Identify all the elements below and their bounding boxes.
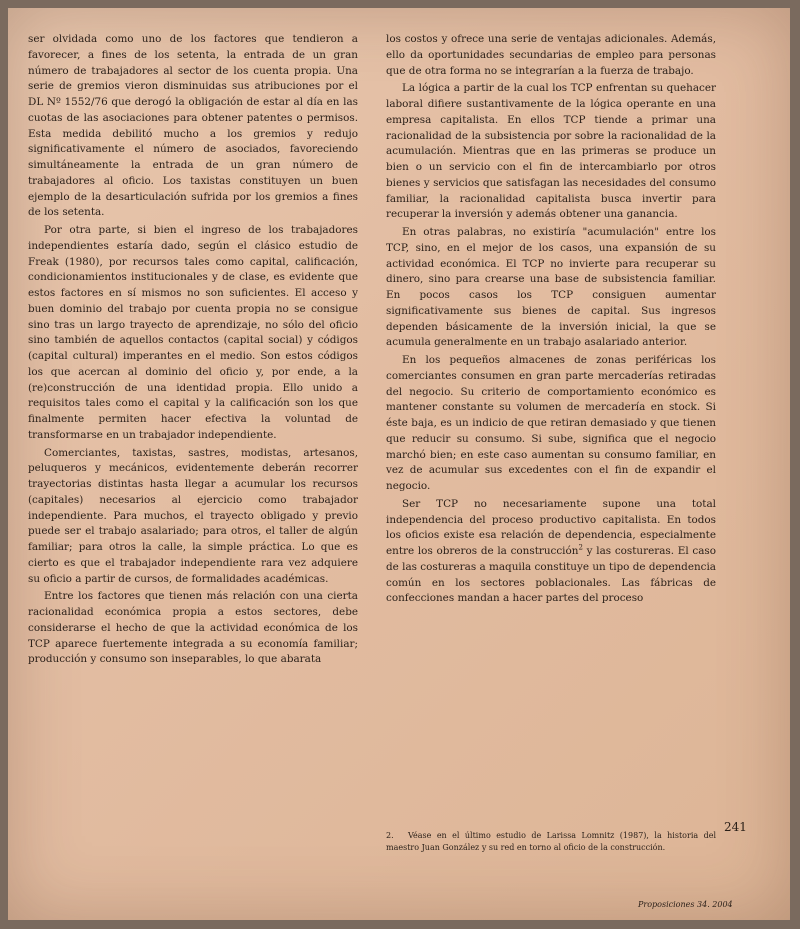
right-paragraph-1: los costos y ofrece una serie de ventajas adicionales. Además, ello da oportunidades secundarias de empleo para personas que de otra forma no se integrarían a la fuerza de trabajo.: [386, 33, 716, 77]
footnote-reference: 2: [578, 543, 583, 552]
right-paragraph-5: [386, 497, 716, 607]
footnote: [386, 830, 716, 854]
right-paragraph-2: La lógica a partir de la cual los TCP enfrentan su quehacer laboral difiere sustantivamente de la lógica operante en una empresa capitalista. En ellos TCP tiende a primar una racionalidad de la subsistencia por sobre la racionalidad de la acumulación. Mientras que en las primeras se produce un bien o un servicio con el fin de intercambiarlo por otros bienes y servicios que satisfagan las necesidades del consumo familiar, la racionalidad capitalista busca invertir para recuperar la inversión y además obtener una ganancia.: [386, 82, 716, 221]
left-column: [28, 32, 358, 668]
book-page: [8, 8, 790, 920]
left-paragraph-4: Entre los factores que tienen más relación con una cierta racionalidad económica propia a estos sectores, debe considerarse el hecho de que la actividad económica de los TCP aparece fuertemente integrada a su economía familiar; producción y consumo son inseparables, lo que abarata: [28, 590, 358, 666]
right-paragraph-3: En otras palabras, no existiría "acumulación" entre los TCP, sino, en el mejor de los casos, una expansión de su actividad económica. El TCP no invierte para recuperar su dinero, sino para crearse una base de subsistencia familiar. En pocos casos los TCP consiguen aumentar significativamente sus bienes de capital. Sus ingresos dependen básicamente de la inversión inicial, la que se acumula generalmente en un trabajo asalariado anterior.: [386, 226, 716, 349]
paragraph-5-text-end: y las costureras. El caso de las costureras a maquila constituye un tipo de dependencia común en los sectores poblacionales. Las fábricas de confecciones mandan a hacer partes del proceso: [386, 545, 716, 605]
right-paragraph-4: En los pequeños almacenes de zonas periféricas los comerciantes consumen en gran parte mercaderías retiradas del negocio. Su criterio de comportamiento económico es mantener constante su volumen de mercadería en stock. Si éste baja, es un indicio de que retiran demasiado y que tienen que reducir su consumo. Si sube, significa que el negocio marchó bien; en este caso aumentan su consumo familiar, en vez de acumular sus excedentes con el fin de expandir el negocio.: [386, 354, 716, 492]
running-footer: Proposiciones 34. 2004: [638, 900, 733, 909]
paragraph-5-text-start: Ser TCP no necesariamente supone una total independencia del proceso productivo capitalista. En todos los oficios existe esa relación de dependencia, especialmente entre los obreros de la construcción: [386, 497, 716, 557]
footnote-text: Véase en el último estudio de Larissa Lomnitz (1987), la historia del maestro Juan González y su red en torno al oficio de la construcción.: [386, 831, 716, 852]
footnote-number: 2.: [386, 831, 394, 840]
left-paragraph-3: Comerciantes, taxistas, sastres, modistas, artesanos, peluqueros y mecánicos, evidentemente deberán recorrer trayectorias distintas hasta llegar a acumular los recursos (capitales) necesarios al ejercicio como trabajador independiente. Para muchos, el trayecto obligado y previo puede ser el trabajo asalariado; para otros, el taller de algún familiar; para otros la calle, la simple práctica. Lo que es cierto es que el trabajador independiente rara vez adquiere su oficio a partir de cursos, de formalidades académicas.: [28, 446, 358, 585]
page-number: 241: [724, 820, 747, 834]
right-column: [386, 32, 716, 607]
left-paragraph-2: Por otra parte, si bien el ingreso de los trabajadores independientes estaría dado, según el clásico estudio de Freak (1980), por recursos tales como capital, calificación, condicionamientos institucionales y de clase, es evidente que estos factores en sí mismos no son suficientes. El acceso y buen dominio del trabajo por cuenta propia no se consigue sino tras un largo trayecto de aprendizaje, no sólo del oficio sino también de aquellos contactos (capital social) y códigos (capital cultural) imperantes en el medio. Son estos códigos los que acercan al dominio del oficio y, por ende, a la (re)construcción de una identidad propia. Ello unido a requisitos tales como el capital y la calificación son los que finalmente permiten hacer efectiva la voluntad de transformarse en un trabajador independiente.: [28, 224, 358, 441]
left-paragraph-1: ser olvidada como uno de los factores que tendieron a favorecer, a fines de los setenta, la entrada de un gran número de trabajadores al sector de los cuenta propia. Una serie de gremios vieron disminuidas sus atribuciones por el DL Nº 1552/76 que derogó la obligación de estar al día en las cuotas de las asociaciones para obtener patentes o permisos. Esta medida debilitó mucho a los gremios y redujo significativamente el número de asociados, favoreciendo simultáneamente la entrada de un gran número de trabajadores al oficio. Los taxistas constituyen un buen ejemplo de la desarticulación sufrida por los gremios a fines de los setenta.: [28, 33, 358, 219]
